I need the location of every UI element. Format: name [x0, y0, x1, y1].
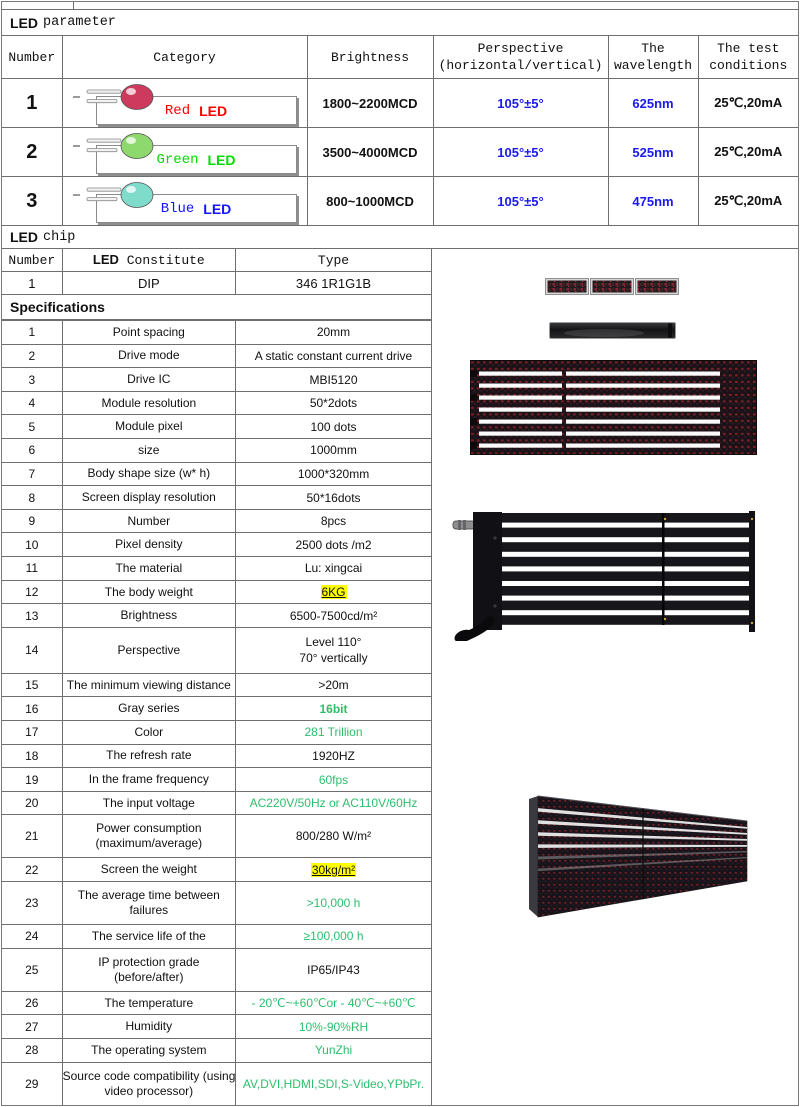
spec-number: 9: [2, 509, 62, 533]
spec-row: [2, 1062, 431, 1105]
test-conditions-value: 25℃,20mA: [698, 128, 798, 177]
product-photos-pane: [432, 249, 798, 1106]
perspective-value: 105°±5°: [433, 79, 608, 128]
spec-number: 18: [2, 744, 62, 768]
spec-number: 16: [2, 697, 62, 721]
spec-number: 7: [2, 462, 62, 486]
spec-number: 28: [2, 1039, 62, 1063]
spec-value: 30kg/m²: [236, 858, 431, 882]
spec-label: In the frame frequency: [62, 768, 235, 792]
led-number: 3: [2, 177, 62, 226]
spec-value: AV,DVI,HDMI,SDI,S-Video,YPbPr.: [236, 1062, 431, 1105]
spec-row: [2, 439, 431, 463]
spec-value: 10%-90%RH: [236, 1015, 431, 1039]
spec-label: size: [62, 439, 235, 463]
spec-value: 6KG: [236, 580, 431, 604]
spec-row: [2, 815, 431, 858]
module-rear-bracket-photo: [452, 511, 757, 641]
spec-value: 800/280 W/m²: [236, 815, 431, 858]
chip-col-type: Type: [236, 249, 431, 272]
section-specifications: Specifications: [2, 295, 431, 320]
chip-type: 346 1R1G1B: [236, 272, 431, 295]
spec-number: 10: [2, 533, 62, 557]
spec-label: The refresh rate: [62, 744, 235, 768]
spec-row: [2, 415, 431, 439]
spec-label: The minimum viewing distance: [62, 673, 235, 697]
col-number: Number: [2, 36, 62, 79]
led-row: [2, 128, 798, 177]
spec-row: [2, 486, 431, 510]
spec-label: Pixel density: [62, 533, 235, 557]
spec-value: A static constant current drive: [236, 344, 431, 368]
spec-number: 17: [2, 720, 62, 744]
section-led-chip: [2, 226, 798, 249]
col-wavelength: The wavelength: [608, 36, 698, 79]
spec-value: 1000mm: [236, 439, 431, 463]
col-perspective: Perspective (horizontal/vertical): [433, 36, 608, 79]
led-category-cell: [62, 79, 307, 128]
chip-constitute: DIP: [62, 272, 235, 295]
led-number: 2: [2, 128, 62, 177]
spec-number: 26: [2, 991, 62, 1015]
spec-value: >20m: [236, 673, 431, 697]
spec-number: 19: [2, 768, 62, 792]
spec-row: [2, 604, 431, 628]
spec-number: 5: [2, 415, 62, 439]
spec-label: Perspective: [62, 627, 235, 673]
spec-row: [2, 720, 431, 744]
spec-label: The temperature: [62, 991, 235, 1015]
led-parameter-header-row: [2, 36, 798, 79]
spec-row: [2, 673, 431, 697]
spec-number: 3: [2, 368, 62, 392]
spec-number: 15: [2, 673, 62, 697]
led-bulb-icon: [73, 81, 159, 115]
spec-row: [2, 1039, 431, 1063]
spec-label: The body weight: [62, 580, 235, 604]
spec-value: 8pcs: [236, 509, 431, 533]
spec-value: 50*16dots: [236, 486, 431, 510]
spec-value: 1920HZ: [236, 744, 431, 768]
led-category-cell: [62, 177, 307, 226]
section-led-chip-rest: chip: [43, 229, 76, 245]
col-category: Category: [62, 36, 307, 79]
spec-row: [2, 697, 431, 721]
led-color-word: Red: [164, 102, 191, 119]
spec-value: 16bit: [236, 697, 431, 721]
led-bulb-icon: [73, 130, 159, 164]
spec-label: The material: [62, 557, 235, 581]
led-chip-data-row: [2, 272, 431, 295]
module-front-grid-photo: [470, 360, 757, 455]
spec-label: Point spacing: [62, 321, 235, 345]
spec-label: Screen the weight: [62, 858, 235, 882]
spec-row: [2, 744, 431, 768]
led-parameter-table: [2, 36, 798, 226]
chip-col-number: Number: [2, 249, 62, 272]
led-color-word: Blue: [160, 200, 195, 217]
perspective-value: 105°±5°: [433, 128, 608, 177]
spec-row: [2, 368, 431, 392]
spec-tables-pane: [2, 249, 432, 1106]
module-side-profile-photo: [549, 322, 676, 339]
spec-row: [2, 321, 431, 345]
spec-number: 23: [2, 882, 62, 925]
spec-label: Module pixel: [62, 415, 235, 439]
spec-value: 100 dots: [236, 415, 431, 439]
specifications-table: [2, 320, 431, 1106]
spec-value: ≥100,000 h: [236, 925, 431, 949]
section-led-chip-bold: LED: [10, 229, 38, 245]
spec-number: 29: [2, 1062, 62, 1105]
spec-value: 50*2dots: [236, 391, 431, 415]
spec-row: [2, 858, 431, 882]
spec-label: Brightness: [62, 604, 235, 628]
spec-number: 21: [2, 815, 62, 858]
spec-row: [2, 344, 431, 368]
spec-value: Lu: xingcai: [236, 557, 431, 581]
section-led-parameter: [2, 10, 798, 36]
spec-number: 27: [2, 1015, 62, 1039]
brightness-value: 3500~4000MCD: [307, 128, 433, 177]
spec-row: [2, 991, 431, 1015]
spec-label: Power consumption (maximum/average): [62, 815, 235, 858]
spec-row: [2, 882, 431, 925]
spec-row: [2, 768, 431, 792]
spec-row: [2, 1015, 431, 1039]
led-module-strip-photo: [545, 277, 679, 296]
col-test-conditions: The test conditions: [698, 36, 798, 79]
led-number: 1: [2, 79, 62, 128]
brightness-value: 800~1000MCD: [307, 177, 433, 226]
chip-col-constitute: LED Constitute: [62, 249, 235, 272]
cabinet-perspective-photo: [525, 793, 748, 948]
spec-number: 1: [2, 321, 62, 345]
led-bulb-icon: [73, 179, 159, 213]
spec-value: YunZhi: [236, 1039, 431, 1063]
spec-row: [2, 580, 431, 604]
spec-label: Drive mode: [62, 344, 235, 368]
spec-label: Color: [62, 720, 235, 744]
spec-label: Source code compatibility (using video processor): [62, 1062, 235, 1105]
section-led-parameter-bold: LED: [10, 14, 38, 31]
cropped-row-remnant: [2, 2, 798, 10]
spec-label: IP protection grade (before/after): [62, 948, 235, 991]
spec-sheet-page: [1, 1, 799, 1106]
spec-value: 281 Trillion: [236, 720, 431, 744]
led-word: LED: [199, 102, 228, 119]
spec-row: [2, 948, 431, 991]
spec-label: Screen display resolution: [62, 486, 235, 510]
wavelength-value: 625nm: [608, 79, 698, 128]
spec-row: [2, 925, 431, 949]
spec-row: [2, 391, 431, 415]
spec-label: Drive IC: [62, 368, 235, 392]
spec-label: Humidity: [62, 1015, 235, 1039]
test-conditions-value: 25℃,20mA: [698, 177, 798, 226]
spec-label: Gray series: [62, 697, 235, 721]
spec-row: [2, 627, 431, 673]
test-conditions-value: 25℃,20mA: [698, 79, 798, 128]
led-word: LED: [207, 151, 236, 168]
led-word: LED: [203, 200, 232, 217]
spec-value: >10,000 h: [236, 882, 431, 925]
led-category-cell: [62, 128, 307, 177]
spec-label: Number: [62, 509, 235, 533]
spec-value: - 20℃~+60℃or - 40℃~+60℃: [236, 991, 431, 1015]
spec-label: Module resolution: [62, 391, 235, 415]
led-color-word: Green: [156, 151, 199, 168]
cropped-cell-border: [73, 2, 74, 9]
spec-number: 4: [2, 391, 62, 415]
spec-value: MBI5120: [236, 368, 431, 392]
chip-number: 1: [2, 272, 62, 295]
spec-value: Level 110° 70° vertically: [236, 627, 431, 673]
spec-label: The operating system: [62, 1039, 235, 1063]
led-row: [2, 177, 798, 226]
spec-label: The average time between failures: [62, 882, 235, 925]
spec-number: 12: [2, 580, 62, 604]
led-chip-header-row: [2, 249, 431, 272]
spec-number: 11: [2, 557, 62, 581]
perspective-value: 105°±5°: [433, 177, 608, 226]
wavelength-value: 475nm: [608, 177, 698, 226]
spec-row: [2, 791, 431, 815]
col-brightness: Brightness: [307, 36, 433, 79]
spec-value: AC220V/50Hz or AC110V/60Hz: [236, 791, 431, 815]
spec-value: 2500 dots /m2: [236, 533, 431, 557]
spec-value: IP65/IP43: [236, 948, 431, 991]
spec-number: 20: [2, 791, 62, 815]
spec-value: 1000*320mm: [236, 462, 431, 486]
spec-value: 20mm: [236, 321, 431, 345]
led-row: [2, 79, 798, 128]
spec-number: 13: [2, 604, 62, 628]
spec-number: 25: [2, 948, 62, 991]
spec-number: 22: [2, 858, 62, 882]
spec-label: The service life of the: [62, 925, 235, 949]
spec-number: 2: [2, 344, 62, 368]
spec-value: 6500-7500cd/m²: [236, 604, 431, 628]
brightness-value: 1800~2200MCD: [307, 79, 433, 128]
spec-row: [2, 533, 431, 557]
section-led-parameter-rest: parameter: [43, 15, 116, 30]
spec-row: [2, 557, 431, 581]
spec-label: The input voltage: [62, 791, 235, 815]
wavelength-value: 525nm: [608, 128, 698, 177]
spec-label: Body shape size (w* h): [62, 462, 235, 486]
spec-number: 14: [2, 627, 62, 673]
spec-row: [2, 462, 431, 486]
spec-number: 24: [2, 925, 62, 949]
spec-value: 60fps: [236, 768, 431, 792]
led-chip-table: [2, 249, 431, 295]
spec-row: [2, 509, 431, 533]
spec-number: 8: [2, 486, 62, 510]
spec-number: 6: [2, 439, 62, 463]
